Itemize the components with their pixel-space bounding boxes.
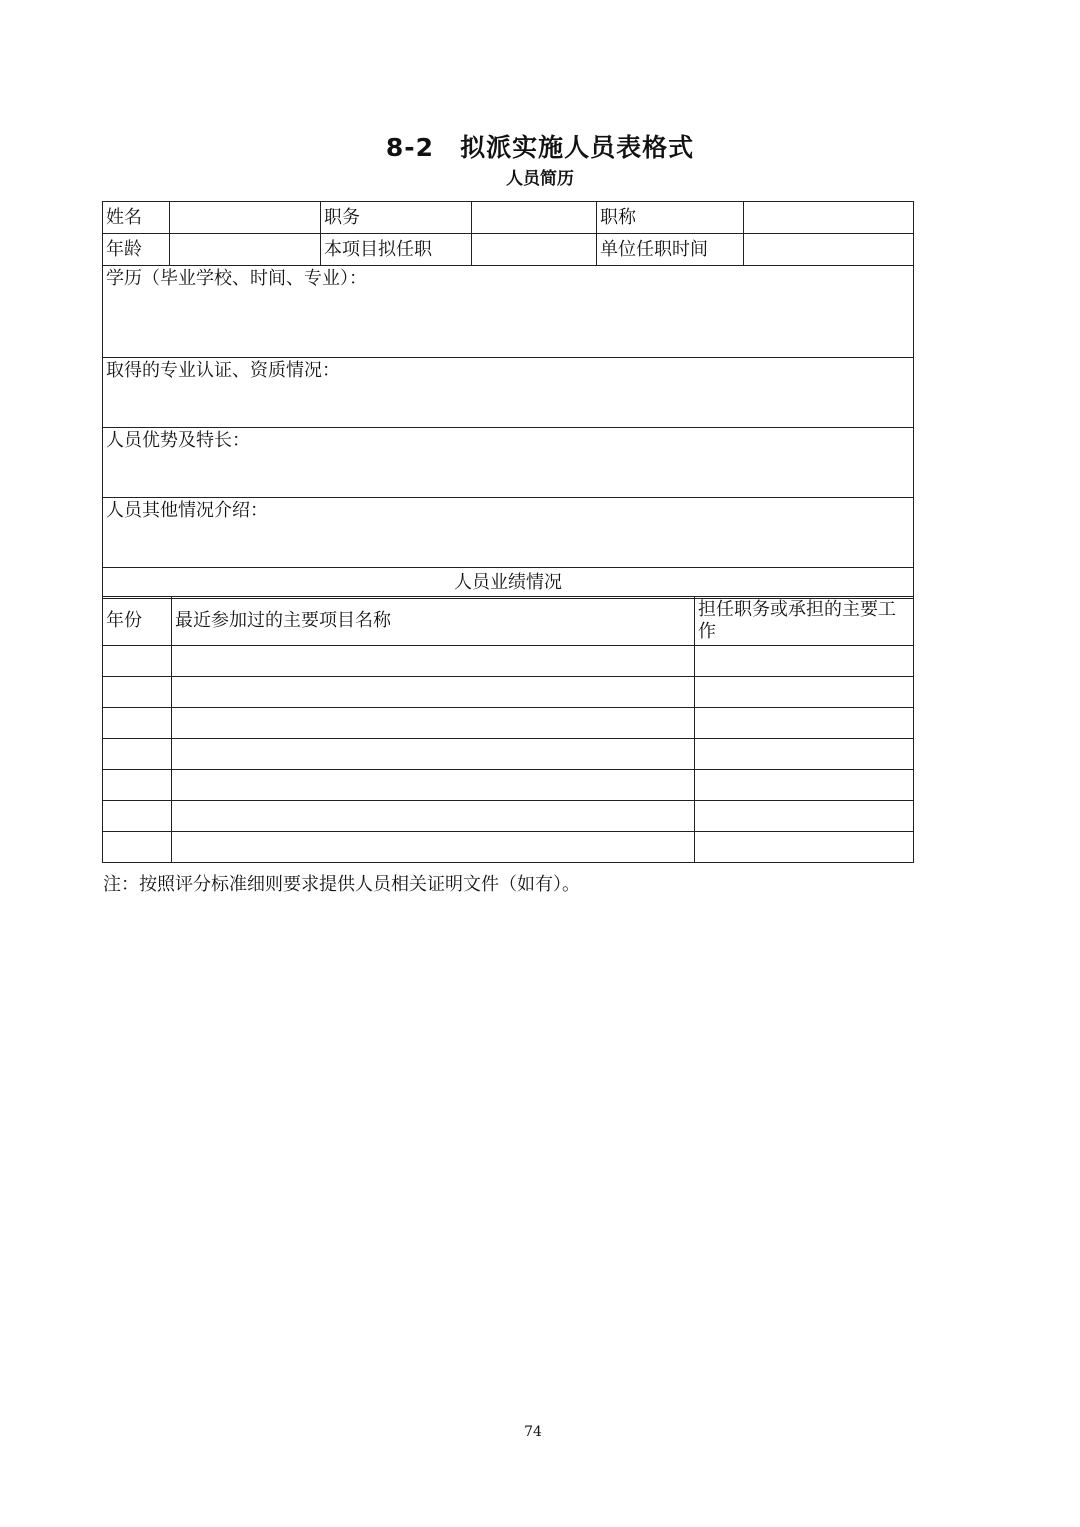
position-label: 职务: [321, 202, 472, 234]
other-info-field[interactable]: 人员其他情况介绍：: [103, 498, 914, 568]
project-role-label: 本项目拟任职: [321, 234, 472, 266]
title-field[interactable]: [744, 202, 914, 234]
resume-info-table: [102, 201, 914, 599]
table-row: [103, 498, 914, 568]
project-column-header: 最近参加过的主要项目名称: [172, 597, 695, 646]
page-number: 74: [524, 1424, 542, 1440]
age-field[interactable]: [170, 234, 321, 266]
table-row: [103, 770, 914, 801]
project-cell[interactable]: [172, 739, 695, 770]
footnote: 注：按照评分标准细则要求提供人员相关证明文件（如有）。: [103, 874, 580, 895]
certification-field[interactable]: 取得的专业认证、资质情况：: [103, 358, 914, 428]
year-cell[interactable]: [103, 801, 172, 832]
project-cell[interactable]: [172, 770, 695, 801]
project-cell[interactable]: [172, 801, 695, 832]
table-header-row: [103, 597, 914, 646]
table-row: [103, 266, 914, 358]
project-cell[interactable]: [172, 646, 695, 677]
table-row: [103, 568, 914, 599]
year-cell[interactable]: [103, 677, 172, 708]
year-column-header: 年份: [103, 597, 172, 646]
name-label: 姓名: [103, 202, 170, 234]
project-cell[interactable]: [172, 832, 695, 863]
performance-heading: 人员业绩情况: [103, 568, 914, 599]
year-cell[interactable]: [103, 770, 172, 801]
table-row: [103, 202, 914, 234]
year-cell[interactable]: [103, 646, 172, 677]
table-row: [103, 801, 914, 832]
project-role-field[interactable]: [472, 234, 597, 266]
table-row: [103, 677, 914, 708]
role-cell[interactable]: [695, 708, 914, 739]
table-row: [103, 832, 914, 863]
education-field[interactable]: 学历（毕业学校、时间、专业）：: [103, 266, 914, 358]
performance-table: [102, 596, 914, 863]
age-label: 年龄: [103, 234, 170, 266]
tenure-field[interactable]: [744, 234, 914, 266]
project-cell[interactable]: [172, 708, 695, 739]
table-row: [103, 739, 914, 770]
table-row: [103, 358, 914, 428]
role-cell[interactable]: [695, 646, 914, 677]
table-row: [103, 234, 914, 266]
tenure-label: 单位任职时间: [597, 234, 744, 266]
strengths-field[interactable]: 人员优势及特长：: [103, 428, 914, 498]
year-cell[interactable]: [103, 739, 172, 770]
year-cell[interactable]: [103, 708, 172, 739]
name-field[interactable]: [170, 202, 321, 234]
table-row: [103, 428, 914, 498]
role-cell[interactable]: [695, 677, 914, 708]
document-subtitle: 人员简历: [506, 169, 574, 189]
table-row: [103, 646, 914, 677]
document-title: 8-2 拟派实施人员表格式: [385, 133, 695, 162]
role-column-header: 担任职务或承担的主要工作: [695, 597, 914, 646]
role-cell[interactable]: [695, 801, 914, 832]
role-cell[interactable]: [695, 832, 914, 863]
role-cell[interactable]: [695, 739, 914, 770]
year-cell[interactable]: [103, 832, 172, 863]
role-cell[interactable]: [695, 770, 914, 801]
table-row: [103, 708, 914, 739]
title-label: 职称: [597, 202, 744, 234]
project-cell[interactable]: [172, 677, 695, 708]
position-field[interactable]: [472, 202, 597, 234]
